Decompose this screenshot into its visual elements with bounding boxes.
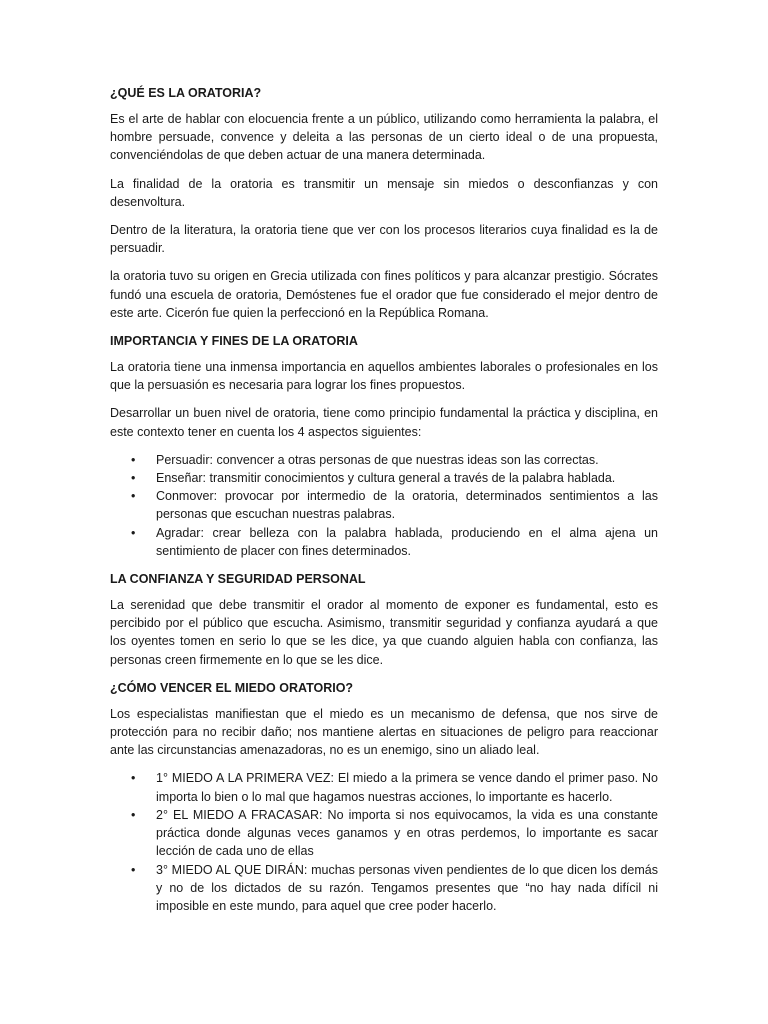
- section-heading: ¿CÓMO VENCER EL MIEDO ORATORIO?: [110, 680, 354, 695]
- list-item-text: Enseñar: transmitir conocimientos y cultura general a través de la palabra hablada.: [156, 471, 616, 486]
- bullet-list: [110, 769, 658, 915]
- list-item: [110, 469, 658, 487]
- paragraph: Es el arte de hablar con elocuencia frente a un público, utilizando como herramienta la palabra, el hombre persuade, convence y deleita a las personas de un cierto ideal o de una propuesta, convenciéndolas de que deben actuar de una manera determinada.: [110, 112, 658, 163]
- paragraph: Los especialistas manifiestan que el miedo es un mecanismo de defensa, que nos sirve de protección para no recibir daño; nos mantiene alertas en situaciones de peligro para reaccionar ante las circunstancias amenazadoras, no es un enemigo, sino un aliado leal.: [110, 706, 658, 758]
- bullet-icon: •: [131, 452, 136, 467]
- list-item-text: Persuadir: convencer a otras personas de que nuestras ideas son las correctas.: [156, 452, 599, 467]
- list-item: [110, 769, 658, 805]
- section-confianza-y-seguridad: [110, 570, 658, 669]
- list-item-text: 2° EL MIEDO A FRACASAR: No importa si nos equivocamos, la vida es una constante práctica donde algunas veces ganamos y en otras perdemos, lo importante es sacar lección de cada uno de ellas: [156, 807, 658, 859]
- list-item-text: Agradar: crear belleza con la palabra hablada, produciendo en el alma ajena un sentimiento de placer con fines determinados.: [156, 525, 658, 558]
- section-importancia-y-fines: [110, 332, 658, 560]
- bullet-list: [110, 451, 658, 560]
- paragraph: La oratoria tiene una inmensa importancia en aquellos ambientes laborales o profesionales en los que la persuasión es necesaria para lograr los fines propuestos.: [110, 360, 658, 393]
- list-item: [110, 861, 658, 916]
- list-item-text: 3° MIEDO AL QUE DIRÁN: muchas personas viven pendientes de lo que dicen los demás y no de los dictados de su razón. Tengamos presentes que “no hay nada difícil ni imposible en este mundo, para aquel que cree poder hacerlo.: [156, 862, 658, 913]
- bullet-icon: •: [131, 471, 136, 486]
- bullet-icon: •: [131, 489, 136, 504]
- list-item: [110, 524, 658, 560]
- list-item-text: 1° MIEDO A LA PRIMERA VEZ: El miedo a la primera se vence dando el primer paso. No importa lo bien o lo mal que hagamos nuestras acciones, lo importante es hacerlo.: [156, 771, 658, 804]
- paragraph: Desarrollar un buen nivel de oratoria, tiene como principio fundamental la práctica y disciplina, en este contexto tener en cuenta los 4 aspectos siguientes:: [110, 406, 658, 439]
- list-item: [110, 451, 658, 469]
- section-como-vencer-el-miedo: [110, 679, 658, 915]
- bullet-icon: •: [131, 525, 136, 540]
- section-heading: ¿QUÉ ES LA ORATORIA?: [110, 86, 262, 100]
- section-que-es-la-oratoria: [110, 84, 658, 322]
- section-heading: LA CONFIANZA Y SEGURIDAD PERSONAL: [110, 572, 366, 587]
- paragraph: la oratoria tuvo su origen en Grecia utilizada con fines políticos y para alcanzar prestigio. Sócrates fundó una escuela de oratoria, Demóstenes fue el orador que fue considerado el mejor dentro de este arte. Cicerón fue quien la perfeccionó en la República Romana.: [110, 269, 658, 320]
- paragraph: La serenidad que debe transmitir el orador al momento de exponer es fundamental, esto es percibido por el público que escucha. Asimismo, transmitir seguridad y confianza ayudará a que los oyentes tomen en serio lo que se les dice, ya que cuando alguien habla con confianza, las personas creen firmemente en lo que se les dice.: [110, 598, 658, 667]
- document-page: [110, 84, 658, 925]
- list-item: [110, 487, 658, 523]
- bullet-icon: •: [131, 771, 136, 786]
- bullet-icon: •: [131, 862, 136, 877]
- list-item: [110, 806, 658, 861]
- list-item-text: Conmover: provocar por intermedio de la oratoria, determinados sentimientos a las personas que escuchan nuestras palabras.: [156, 489, 658, 522]
- paragraph: Dentro de la literatura, la oratoria tiene que ver con los procesos literarios cuya finalidad es la de persuadir.: [110, 223, 658, 256]
- section-heading: IMPORTANCIA Y FINES DE LA ORATORIA: [110, 334, 358, 349]
- paragraph: La finalidad de la oratoria es transmitir un mensaje sin miedos o desconfianzas y con desenvoltura.: [110, 176, 658, 209]
- bullet-icon: •: [131, 807, 136, 822]
